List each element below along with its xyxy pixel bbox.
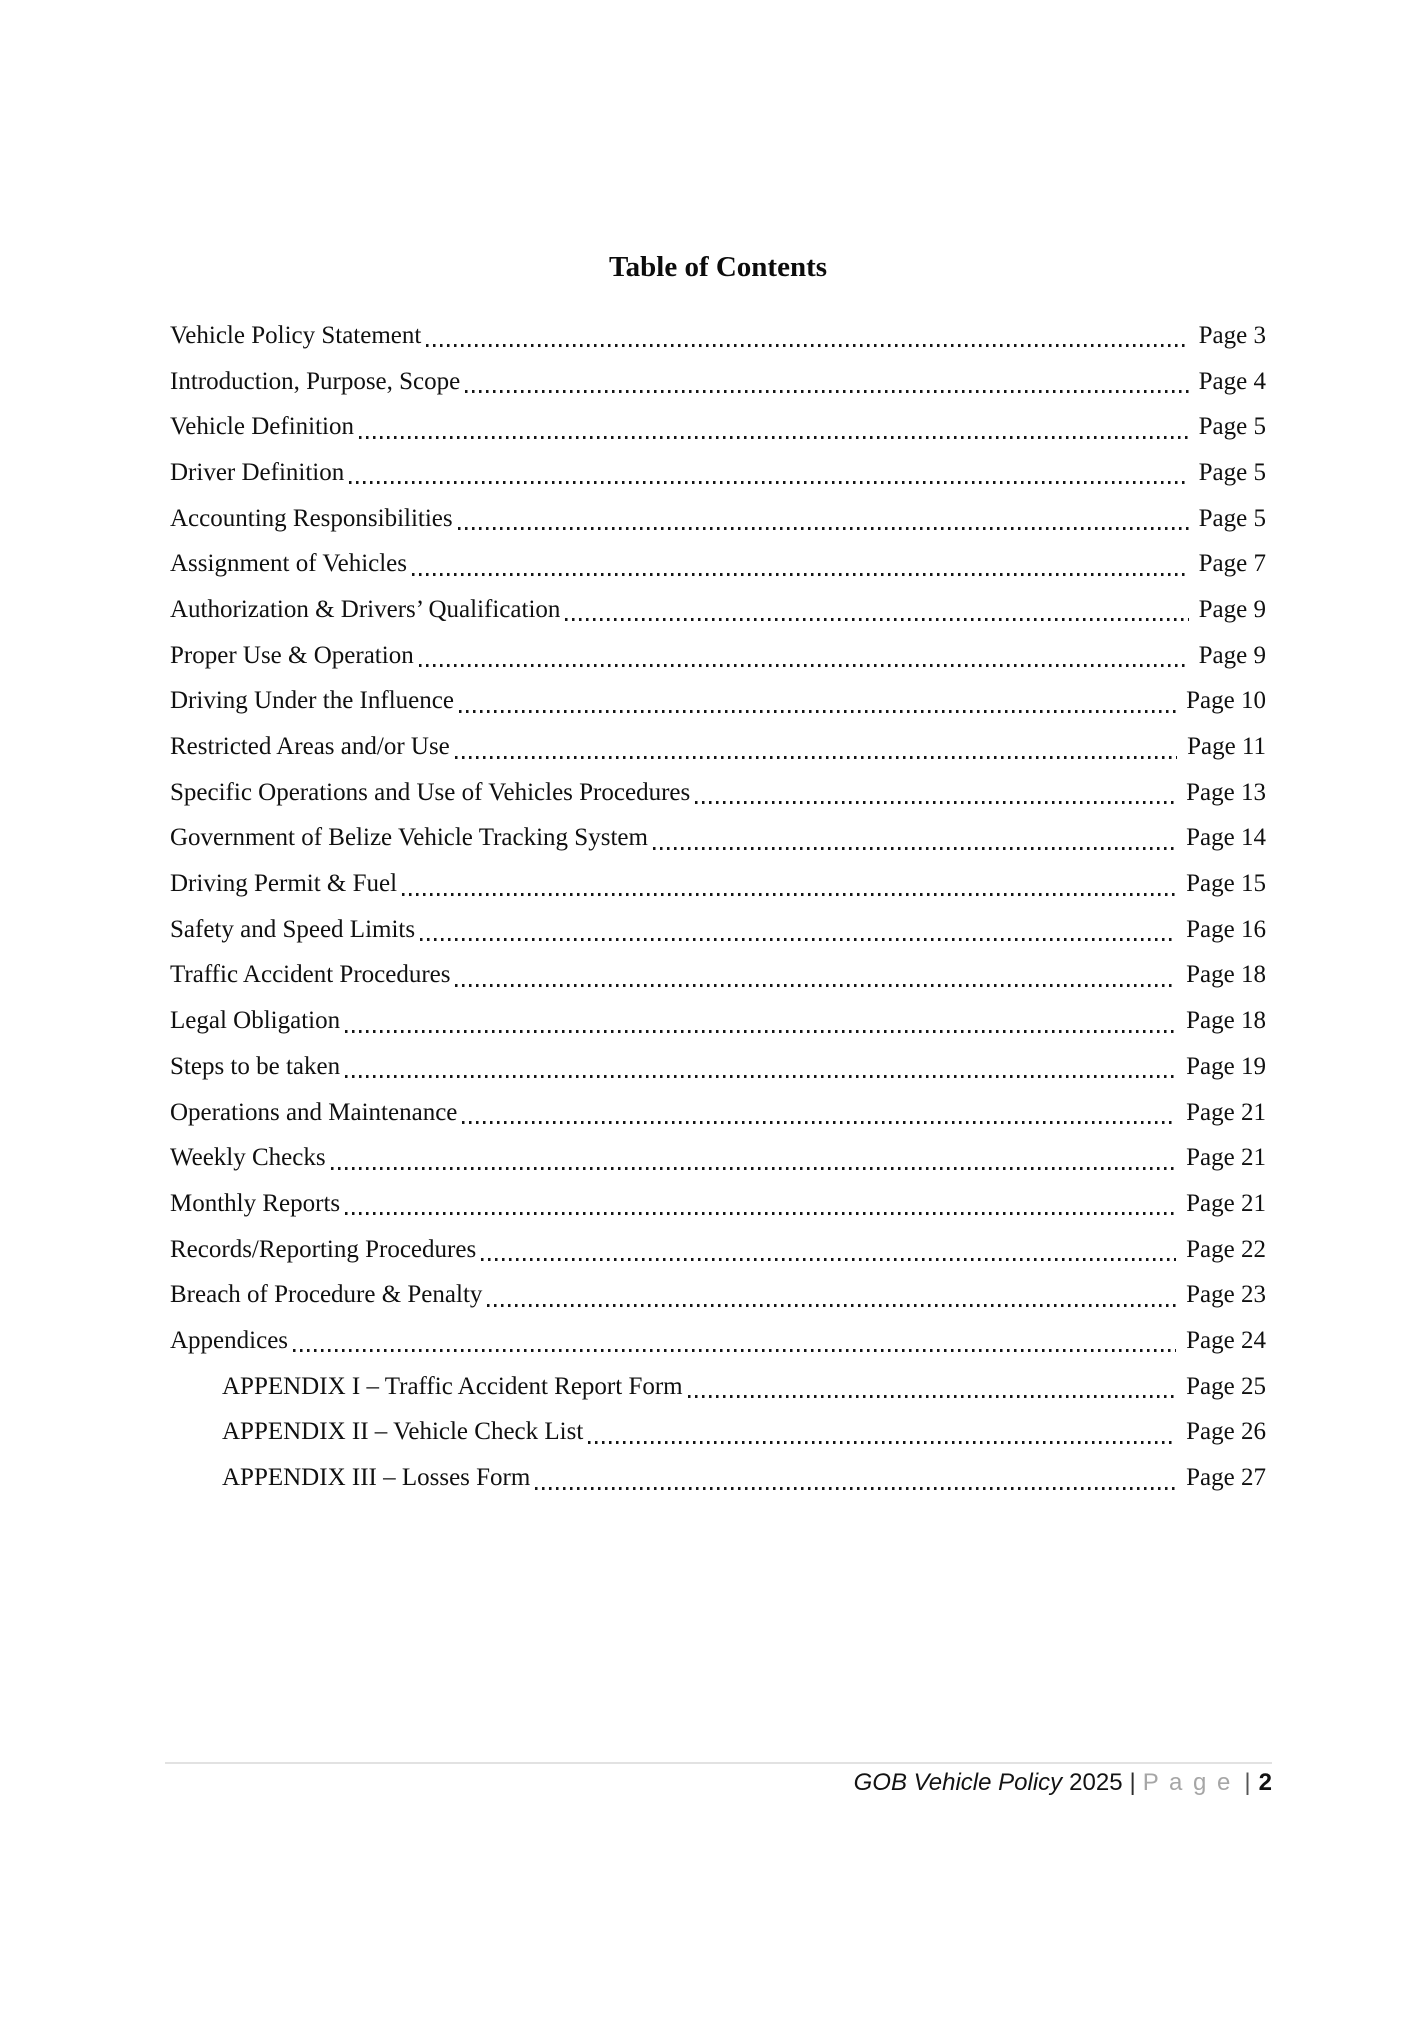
toc-entry (170, 1227, 1266, 1273)
toc-entry-page: Page 25 (1186, 1372, 1266, 1400)
toc-entry-label: Weekly Checks (170, 1144, 326, 1172)
dot-leader (535, 1487, 1176, 1490)
dot-leader (455, 984, 1176, 987)
toc-entry (170, 1455, 1266, 1501)
toc-entry-label: Appendices (170, 1326, 289, 1354)
dot-leader (420, 938, 1176, 941)
toc-entry (170, 1410, 1266, 1456)
toc-entry (170, 541, 1266, 587)
toc-entry-page: Page 27 (1186, 1464, 1266, 1492)
toc-entry (170, 404, 1266, 450)
toc-entry (170, 1090, 1266, 1136)
footer-separator-1: | (1129, 1769, 1136, 1796)
dot-leader (345, 1030, 1176, 1033)
dot-leader (565, 618, 1188, 621)
dot-leader (359, 436, 1189, 439)
toc-entry-page: Page 14 (1186, 824, 1266, 852)
toc-entry-label: Legal Obligation (170, 1007, 341, 1035)
page-title: Table of Contents (608, 251, 828, 283)
toc-entry-page: Page 18 (1186, 1007, 1266, 1035)
toc-entry-label: Steps to be taken (170, 1052, 341, 1080)
dot-leader (458, 527, 1189, 530)
toc-entry-label: Introduction, Purpose, Scope (170, 367, 461, 395)
dot-leader (459, 710, 1176, 713)
toc-entry-label: APPENDIX III – Losses Form (222, 1464, 531, 1492)
toc-entry-label: Government of Belize Vehicle Tracking System (170, 824, 648, 852)
toc-entry-page: Page 9 (1198, 595, 1266, 623)
toc-entry (170, 907, 1266, 953)
toc-entry-page: Page 5 (1198, 504, 1266, 532)
toc-entry (170, 1135, 1266, 1181)
page-footer (165, 1762, 1272, 1797)
toc-entry-label: Accounting Responsibilities (170, 504, 453, 532)
toc-entry (170, 953, 1266, 999)
footer-doc-title: GOB Vehicle Policy (853, 1769, 1063, 1796)
toc-entry (170, 1364, 1266, 1410)
dot-leader (331, 1167, 1177, 1170)
dot-leader (426, 344, 1188, 347)
toc-entry (170, 633, 1266, 679)
toc-entry-page: Page 18 (1186, 961, 1266, 989)
toc-entry-page: Page 7 (1198, 550, 1266, 578)
toc-entry-page: Page 3 (1198, 321, 1266, 349)
toc-entry-label: Safety and Speed Limits (170, 915, 416, 943)
toc-entry (170, 1044, 1266, 1090)
toc-entry-page: Page 16 (1186, 915, 1266, 943)
toc-entry-label: Assignment of Vehicles (170, 550, 408, 578)
toc-entry-page: Page 19 (1186, 1052, 1266, 1080)
toc-entry-label: Specific Operations and Use of Vehicles Procedures (170, 778, 691, 806)
toc-entry-page: Page 5 (1198, 413, 1266, 441)
toc-entry-label: Authorization & Drivers’ Qualification (170, 595, 561, 623)
dot-leader (293, 1349, 1176, 1352)
toc-entry (170, 1181, 1266, 1227)
toc-entry-label: Operations and Maintenance (170, 1098, 458, 1126)
footer-separator-2: | (1244, 1769, 1251, 1796)
toc-entry-label: Restricted Areas and/or Use (170, 733, 450, 761)
toc-entry (170, 496, 1266, 542)
dot-leader (588, 1441, 1176, 1444)
toc-entry-page: Page 5 (1198, 458, 1266, 486)
toc-entry-label: Vehicle Policy Statement (170, 321, 422, 349)
toc-entry-label: APPENDIX II – Vehicle Check List (222, 1418, 584, 1446)
toc-entry-label: Traffic Accident Procedures (170, 961, 451, 989)
toc-entry-page: Page 4 (1198, 367, 1266, 395)
dot-leader (481, 1258, 1176, 1261)
dot-leader (688, 1395, 1177, 1398)
footer-page-word: P a g e (1142, 1769, 1233, 1796)
toc-entry-label: Records/Reporting Procedures (170, 1235, 477, 1263)
toc-entry-page: Page 24 (1186, 1326, 1266, 1354)
toc-entry-page: Page 26 (1186, 1418, 1266, 1446)
toc-entry-label: Breach of Procedure & Penalty (170, 1281, 483, 1309)
dot-leader (419, 664, 1189, 667)
toc-entry (170, 1318, 1266, 1364)
toc-entry-label: APPENDIX I – Traffic Accident Report Form (222, 1372, 683, 1400)
dot-leader (487, 1304, 1176, 1307)
dot-leader (402, 893, 1176, 896)
toc-entry-label: Vehicle Definition (170, 413, 354, 441)
toc-entry-label: Driver Definition (170, 458, 345, 486)
toc-entry-label: Driving Under the Influence (170, 687, 454, 715)
toc-entry (170, 1272, 1266, 1318)
toc-entry-page: Page 23 (1186, 1281, 1266, 1309)
footer-year: 2025 (1069, 1769, 1123, 1796)
toc-entry-label: Proper Use & Operation (170, 641, 414, 669)
toc-entry (170, 770, 1266, 816)
dot-leader (345, 1075, 1176, 1078)
toc-entry (170, 450, 1266, 496)
dot-leader (653, 847, 1176, 850)
toc-entry (170, 816, 1266, 862)
dot-leader (695, 801, 1176, 804)
dot-leader (462, 1121, 1176, 1124)
toc-entry-page: Page 21 (1186, 1189, 1266, 1217)
toc-entry (170, 998, 1266, 1044)
dot-leader (349, 481, 1188, 484)
toc-entry-page: Page 9 (1198, 641, 1266, 669)
toc-entry (170, 359, 1266, 405)
toc-entry (170, 587, 1266, 633)
toc-entry (170, 724, 1266, 770)
toc-entry-page: Page 22 (1186, 1235, 1266, 1263)
toc-entry-page: Page 15 (1186, 870, 1266, 898)
toc-entry-page: Page 21 (1186, 1144, 1266, 1172)
toc-entry (170, 679, 1266, 725)
toc-entry (170, 861, 1266, 907)
dot-leader (345, 1212, 1176, 1215)
toc-entry-page: Page 10 (1186, 687, 1266, 715)
toc-entry (170, 313, 1266, 359)
dot-leader (455, 756, 1177, 759)
toc-entry-page: Page 13 (1186, 778, 1266, 806)
toc-entry-page: Page 21 (1186, 1098, 1266, 1126)
footer-page-number: 2 (1258, 1769, 1272, 1796)
table-of-contents (170, 313, 1266, 1501)
dot-leader (465, 390, 1188, 393)
toc-entry-page: Page 11 (1187, 733, 1266, 761)
toc-entry-label: Monthly Reports (170, 1189, 341, 1217)
toc-entry-label: Driving Permit & Fuel (170, 870, 398, 898)
dot-leader (412, 573, 1189, 576)
